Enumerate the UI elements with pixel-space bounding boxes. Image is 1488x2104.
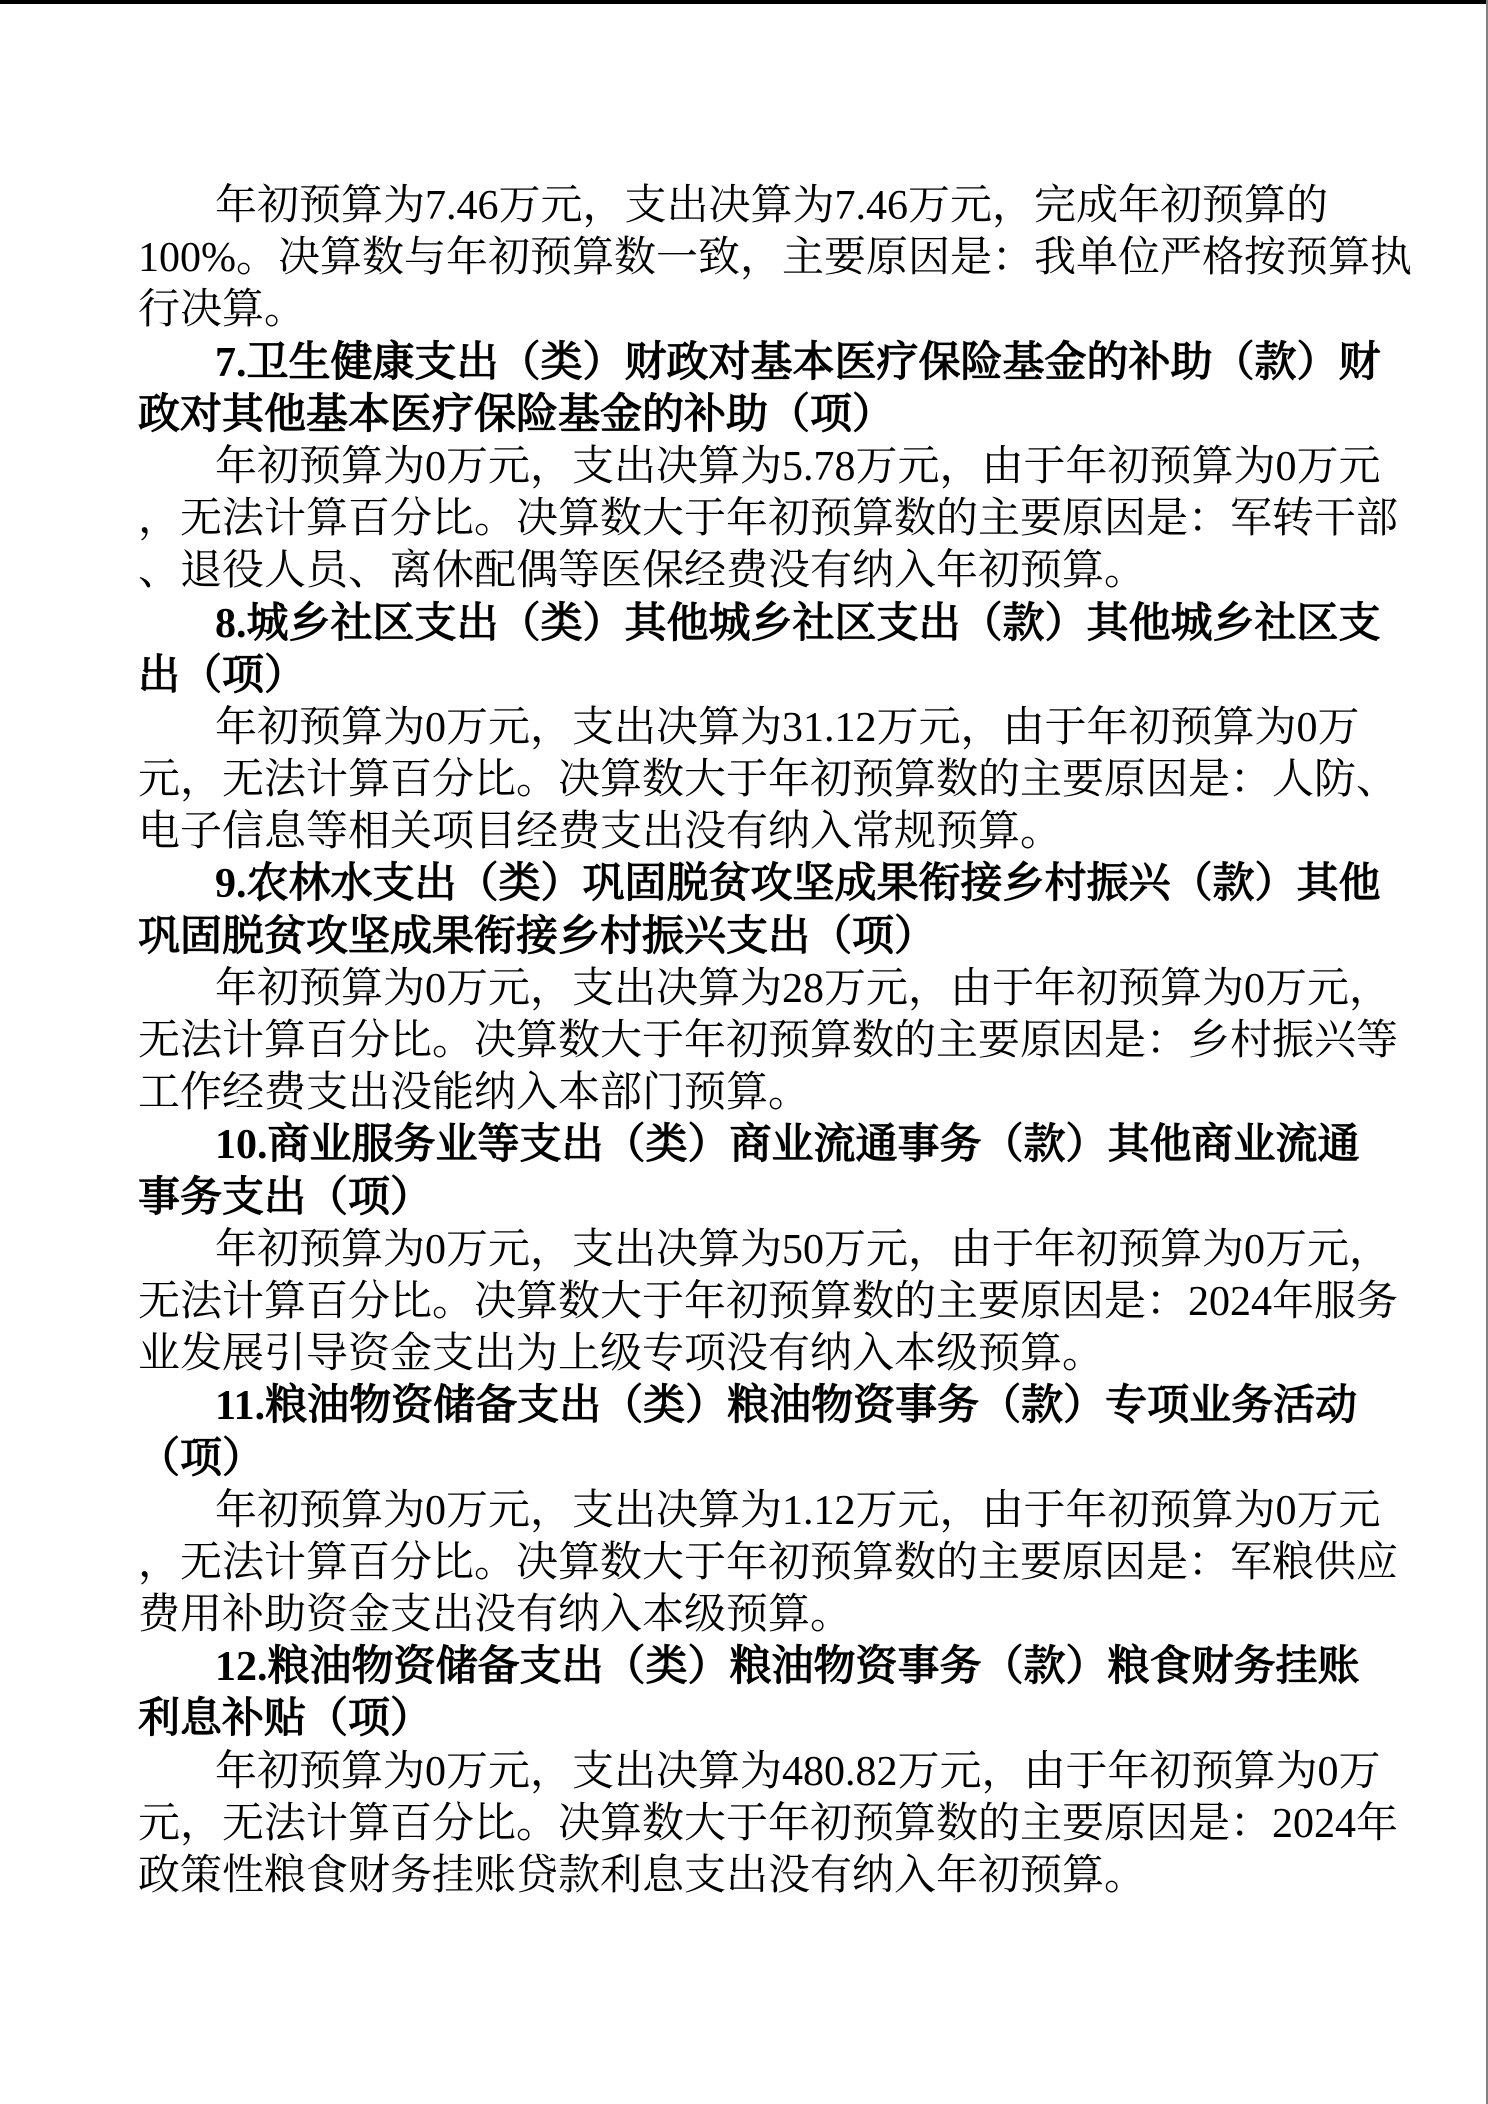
paragraph-line: 年初预算为0万元，支出决算为5.78万元，由于年初预算为0万元 [215, 443, 1381, 490]
paragraph-line: 年初预算为7.46万元，支出决算为7.46万元，完成年初预算的 [215, 183, 1329, 229]
paragraph [138, 963, 1398, 1120]
paragraph-line: 行决算。 [138, 287, 307, 334]
paragraph-line: 年初预算为0万元，支出决算为50万元，由于年初预算为0万元， [215, 1226, 1392, 1273]
paragraph-line: 政策性粮食财务挂账贷款利息支出没有纳入年初预算。 [138, 1853, 1147, 1899]
paragraph-line: ，无法计算百分比。决算数大于年初预算数的主要原因是：军转干部 [138, 496, 1399, 543]
paragraph-line: 年初预算为0万元，支出决算为1.12万元，由于年初预算为0万元 [215, 1487, 1381, 1534]
section-heading-line: 12.粮油物资储备支出（类）粮油物资事务（款）粮食财务挂账 [215, 1644, 1360, 1691]
paragraph [138, 1224, 1398, 1381]
section-heading [138, 598, 1398, 702]
paragraph-line: 元，无法计算百分比。决算数大于年初预算数的主要原因是：人防、 [138, 757, 1399, 804]
section-heading [138, 1380, 1398, 1484]
document-content [138, 180, 1412, 1902]
section-heading-line: 8.城乡社区支出（类）其他城乡社区支出（款）其他城乡社区支 [215, 600, 1381, 647]
section-heading-line: （项） [138, 1435, 265, 1482]
section-heading-line: 事务支出（项） [138, 1174, 433, 1221]
paragraph-line: 年初预算为0万元，支出决算为28万元，由于年初预算为0万元， [215, 965, 1392, 1012]
paragraph [138, 1485, 1398, 1642]
paragraph-line: 100%。决算数与年初预算数一致，主要原因是：我单位严格按预算执 [138, 235, 1412, 282]
paragraph [138, 441, 1398, 598]
paragraph-line: 业发展引导资金支出为上级专项没有纳入本级预算。 [138, 1331, 1105, 1378]
section-heading [138, 858, 1398, 962]
paragraph-line: 电子信息等相关项目经费支出没有纳入常规预算。 [138, 809, 1063, 856]
section-heading [138, 1119, 1398, 1223]
section-heading-line: 出（项） [138, 652, 307, 699]
section-heading-line: 9.农林水支出（类）巩固脱贫攻坚成果衔接乡村振兴（款）其他 [215, 861, 1381, 908]
section-heading-line: 巩固脱贫攻坚成果衔接乡村振兴支出（项） [138, 913, 937, 960]
paragraph [138, 702, 1398, 859]
section-heading-line: 利息补贴（项） [138, 1696, 433, 1743]
paragraph-line: 年初预算为0万元，支出决算为31.12万元，由于年初预算为0万 [215, 704, 1360, 751]
paragraph [138, 1746, 1398, 1903]
paragraph-line: 无法计算百分比。决算数大于年初预算数的主要原因是：乡村振兴等 [138, 1018, 1399, 1064]
section-heading-line: 7.卫生健康支出（类）财政对基本医疗保险基金的补助（款）财 [215, 339, 1381, 386]
paragraph-line: 年初预算为0万元，支出决算为480.82万元，由于年初预算为0万 [215, 1748, 1381, 1795]
paragraph-line: 无法计算百分比。决算数大于年初预算数的主要原因是：2024年服务 [138, 1278, 1399, 1325]
section-heading-line: 11.粮油物资储备支出（类）粮油物资事务（款）专项业务活动 [215, 1383, 1358, 1430]
paragraph-line: ，无法计算百分比。决算数大于年初预算数的主要原因是：军粮供应 [138, 1539, 1399, 1586]
paragraph-line: 费用补助资金支出没有纳入本级预算。 [138, 1592, 853, 1639]
paragraph-line: 工作经费支出没能纳入本部门预算。 [138, 1070, 811, 1117]
paragraph [138, 180, 1412, 337]
paragraph-line: 、退役人员、离休配偶等医保经费没有纳入年初预算。 [138, 548, 1147, 595]
section-heading [138, 337, 1398, 441]
section-heading-line: 政对其他基本医疗保险基金的补助（项） [138, 391, 895, 438]
section-heading-line: 10.商业服务业等支出（类）商业流通事务（款）其他商业流通 [215, 1122, 1360, 1169]
paragraph-line: 元，无法计算百分比。决算数大于年初预算数的主要原因是：2024年 [138, 1800, 1399, 1847]
section-heading [138, 1641, 1398, 1745]
window-top-border [0, 0, 1488, 4]
